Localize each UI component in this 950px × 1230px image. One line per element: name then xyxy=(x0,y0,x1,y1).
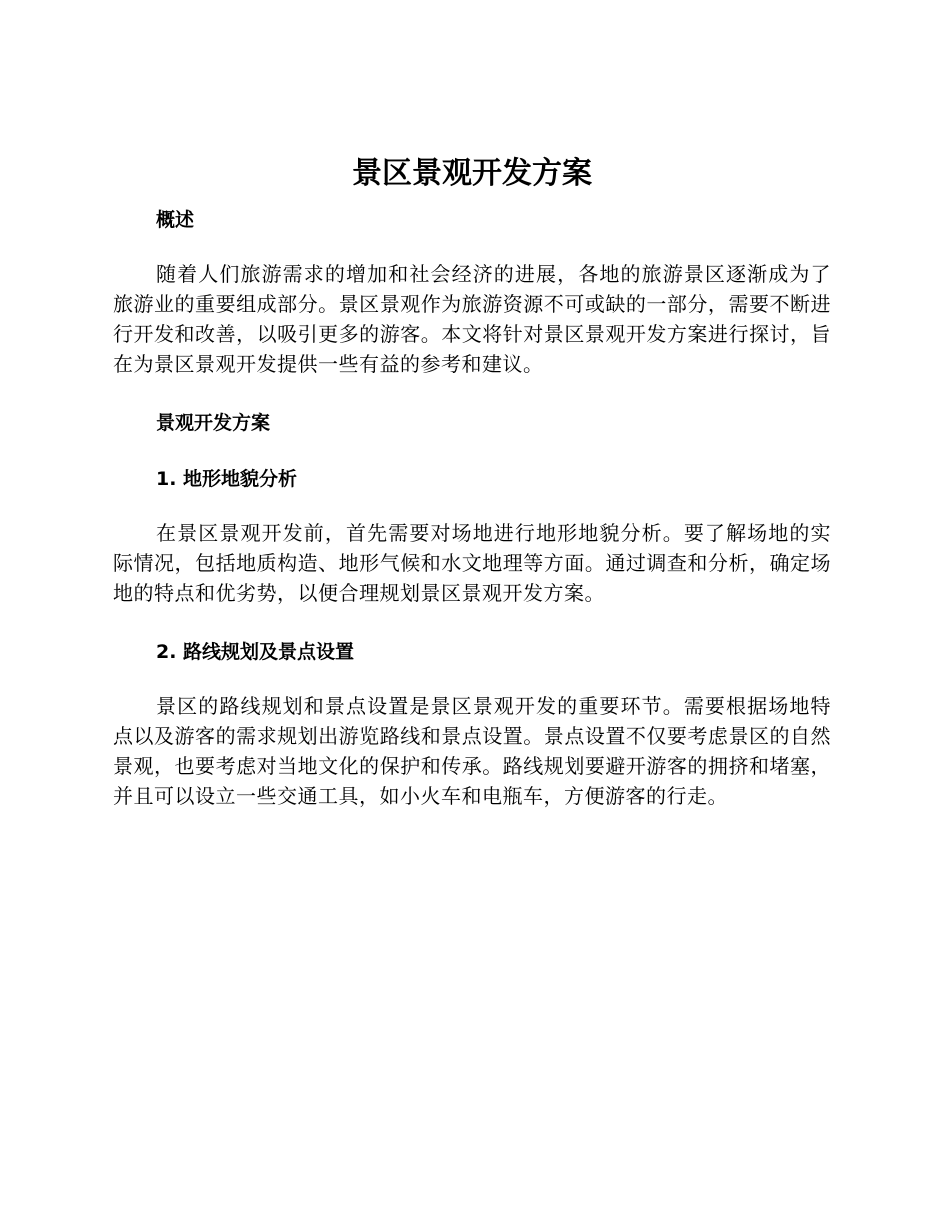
document-title: 景区景观开发方案 xyxy=(352,156,592,191)
section-heading-terrain: 1. 地形地貌分析 xyxy=(156,468,298,490)
paragraph-terrain: 在景区景观开发前，首先需要对场地进行地形地貌分析。要了解场地的实际情况，包括地质构造、地形气候和水文地理等方面。通过调查和分析，确定场地的特点和优劣势，以便合理规划景区景观开发方案。 xyxy=(113,521,831,605)
paragraph-routes: 景区的路线规划和景点设置是景区景观开发的重要环节。需要根据场地特点以及游客的需求规划出游览路线和景点设置。景点设置不仅要考虑景区的自然景观，也要考虑对当地文化的保护和传承。路线规划要避开游客的拥挤和堵塞，并且可以设立一些交通工具，如小火车和电瓶车，方便游客的行走。 xyxy=(113,694,831,808)
section-heading-plan: 景观开发方案 xyxy=(156,412,271,434)
section-heading-routes: 2. 路线规划及景点设置 xyxy=(156,641,355,663)
section-heading-overview: 概述 xyxy=(156,209,195,231)
document-body xyxy=(113,148,831,811)
paragraph-overview: 随着人们旅游需求的增加和社会经济的进展，各地的旅游景区逐渐成为了旅游业的重要组成部分。景区景观作为旅游资源不可或缺的一部分，需要不断进行开发和改善，以吸引更多的游客。本文将针对景区景观开发方案进行探讨，旨在为景区景观开发提供一些有益的参考和建议。 xyxy=(113,262,831,376)
